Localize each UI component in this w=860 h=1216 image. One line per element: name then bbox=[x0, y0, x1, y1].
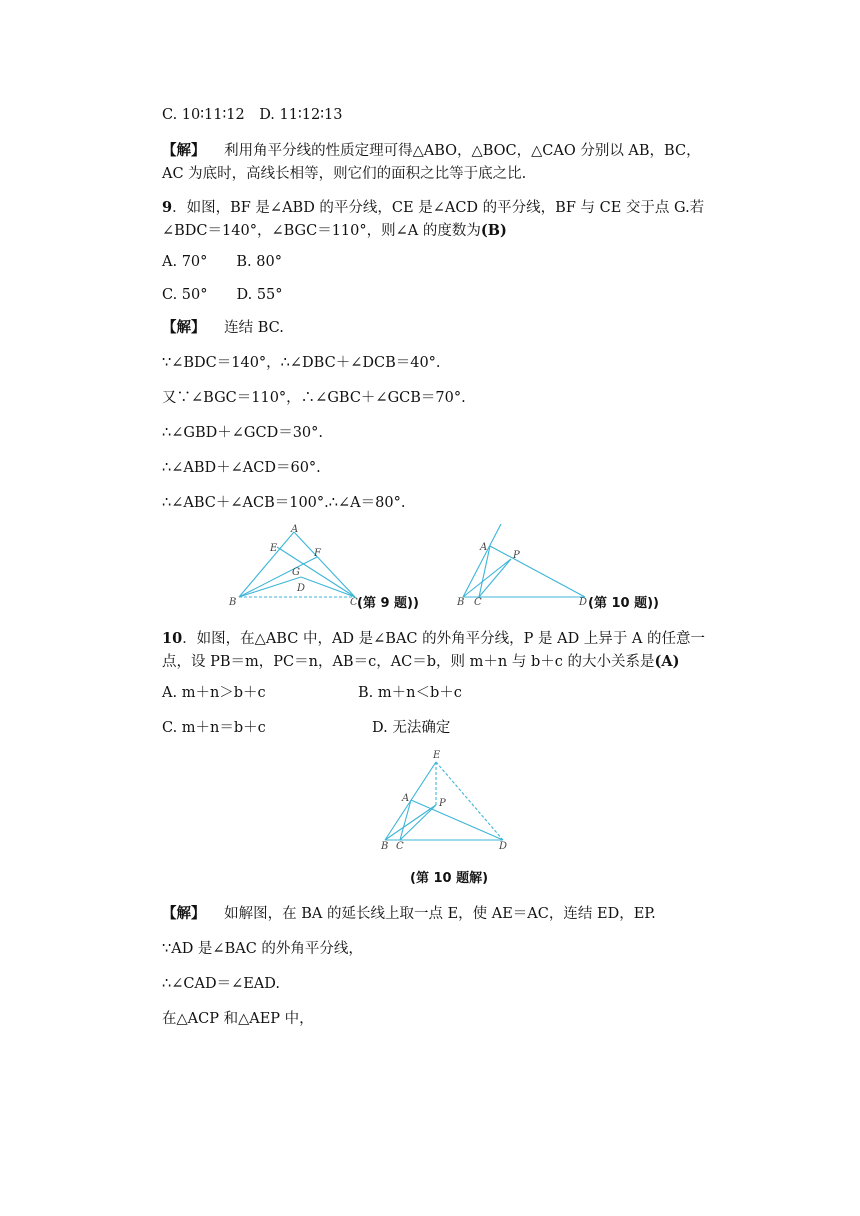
question-10-option-d: D. 无法确定 bbox=[372, 720, 451, 736]
figure-9-caption: (第 9 题)) bbox=[357, 596, 419, 611]
figure-q10 bbox=[452, 524, 592, 608]
solution-line: ∴∠ABC＋∠ACB＝100°.∴∠A＝80°. bbox=[162, 495, 406, 511]
label-d: D bbox=[499, 841, 508, 852]
question-9-options: A. 70° B. 80° bbox=[162, 254, 282, 270]
question-9-stem: 9．如图，BF 是∠ABD 的平分线，CE 是∠ACD 的平分线，BF 与 CE 交于点 G.若 bbox=[162, 199, 705, 216]
label-g: G bbox=[292, 567, 300, 578]
label-d: D bbox=[579, 597, 588, 608]
solution-line: ∴∠CAD＝∠EAD. bbox=[162, 976, 280, 992]
label-c: C bbox=[396, 841, 404, 852]
solution-line: 又∵∠BGC＝110°，∴∠GBC＋∠GCB＝70°. bbox=[162, 390, 466, 406]
label-b: B bbox=[381, 841, 389, 852]
label-a: A bbox=[480, 542, 488, 553]
question-10-stem: 点，设 PB＝m，PC＝n，AB＝c，AC＝b，则 m＋n 与 b＋c 的大小关系是(A) bbox=[162, 653, 680, 670]
label-e: E bbox=[433, 750, 441, 761]
label-c: C bbox=[474, 597, 482, 608]
solution-line: 【解】 连结 BC. bbox=[162, 319, 284, 336]
label-a: A bbox=[402, 793, 410, 804]
figure-10-solution-caption: (第 10 题解) bbox=[410, 871, 489, 886]
label-b: B bbox=[457, 597, 465, 608]
label-e: E bbox=[270, 543, 278, 554]
figure-q10-solution bbox=[376, 745, 516, 855]
label-f: F bbox=[314, 548, 321, 559]
label-a: A bbox=[291, 524, 299, 535]
solution-line: AC 为底时，高线长相等，则它们的面积之比等于底之比. bbox=[162, 166, 527, 182]
solution-line: 在△ACP 和△AEP 中， bbox=[162, 1011, 314, 1027]
question-number: 9 bbox=[162, 199, 173, 216]
option-line-c-d: C. 10∶11∶12 D. 11∶12∶13 bbox=[162, 107, 343, 123]
solution-line: 【解】 如解图，在 BA 的延长线上取一点 E，使 AE＝AC，连结 ED，EP. bbox=[162, 905, 656, 922]
solution-tag: 【解】 bbox=[162, 905, 206, 922]
question-9-stem: ∠BDC＝140°，∠BGC＝110°，则∠A 的度数为(B) bbox=[162, 222, 507, 239]
answer: (B) bbox=[480, 222, 507, 239]
answer: (A) bbox=[654, 653, 680, 670]
question-10-option-c: C. m＋n＝b＋c bbox=[162, 720, 266, 736]
solution-line: ∵∠BDC＝140°，∴∠DBC＋∠DCB＝40°. bbox=[162, 355, 441, 371]
figure-q9 bbox=[225, 524, 365, 608]
label-d: D bbox=[297, 583, 306, 594]
solution-tag: 【解】 bbox=[162, 142, 206, 159]
solution-line: ∵AD 是∠BAC 的外角平分线， bbox=[162, 941, 363, 957]
solution-line: ∴∠ABD＋∠ACD＝60°. bbox=[162, 460, 321, 476]
label-p: P bbox=[439, 798, 446, 809]
question-10-stem: 10．如图，在△ABC 中，AD 是∠BAC 的外角平分线，P 是 AD 上异于 A 的任意一 bbox=[162, 630, 705, 647]
label-b: B bbox=[229, 597, 237, 608]
label-c: C bbox=[350, 597, 358, 608]
question-10-option-a: A. m＋n＞b＋c bbox=[162, 685, 266, 701]
question-10-option-b: B. m＋n＜b＋c bbox=[358, 685, 462, 701]
solution-line: 【解】 利用角平分线的性质定理可得△ABO，△BOC，△CAO 分别以 AB，BC， bbox=[162, 142, 701, 159]
question-9-options: C. 50° D. 55° bbox=[162, 287, 283, 303]
question-number: 10 bbox=[162, 630, 183, 647]
label-p: P bbox=[513, 550, 520, 561]
figure-10-caption: (第 10 题)) bbox=[588, 596, 659, 611]
solution-tag: 【解】 bbox=[162, 319, 206, 336]
solution-line: ∴∠GBD＋∠GCD＝30°. bbox=[162, 425, 324, 441]
